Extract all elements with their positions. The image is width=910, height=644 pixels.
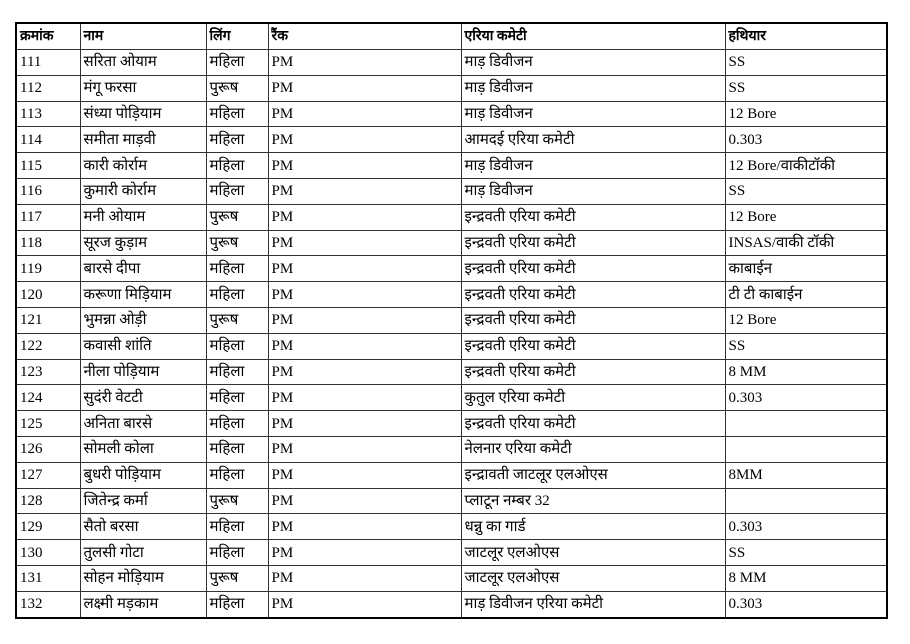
cell-gender: पुरूष [206, 204, 268, 230]
cell-serial-number: 129 [16, 514, 80, 540]
cell-area-committee: माड़ डिवीजन [461, 178, 725, 204]
cell-serial-number: 132 [16, 591, 80, 617]
cell-name: मंगू फरसा [80, 75, 206, 101]
cell-name: सरिता ओयाम [80, 50, 206, 76]
cell-name: लक्ष्मी मड़काम [80, 591, 206, 617]
cell-area-committee: इन्द्रवती एरिया कमेटी [461, 307, 725, 333]
cell-serial-number: 128 [16, 488, 80, 514]
cell-serial-number: 112 [16, 75, 80, 101]
cell-gender: महिला [206, 127, 268, 153]
cell-area-committee: माड़ डिवीजन [461, 75, 725, 101]
cell-area-committee: धन्नु का गार्ड [461, 514, 725, 540]
cell-serial-number: 127 [16, 462, 80, 488]
cell-name: अनिता बारसे [80, 411, 206, 437]
cell-serial-number: 120 [16, 282, 80, 308]
cell-serial-number: 121 [16, 307, 80, 333]
cell-name: सोमली कोला [80, 436, 206, 462]
column-header-area-committee: एरिया कमेटी [461, 23, 725, 50]
cell-serial-number: 122 [16, 333, 80, 359]
cell-rank: PM [268, 153, 461, 179]
cell-gender: महिला [206, 50, 268, 76]
cell-serial-number: 115 [16, 153, 80, 179]
cell-area-committee: आमदई एरिया कमेटी [461, 127, 725, 153]
table-row [16, 282, 887, 308]
cell-area-committee: माड़ डिवीजन [461, 101, 725, 127]
cell-weapon: 12 Bore/वाकीटॉकी [725, 153, 887, 179]
cell-name: करूणा मिड़ियाम [80, 282, 206, 308]
cell-gender: महिला [206, 178, 268, 204]
cell-serial-number: 130 [16, 540, 80, 566]
cell-area-committee: नेलनार एरिया कमेटी [461, 436, 725, 462]
table-row [16, 565, 887, 591]
cell-weapon: 8 MM [725, 565, 887, 591]
cell-rank: PM [268, 282, 461, 308]
cell-gender: महिला [206, 540, 268, 566]
cell-gender: महिला [206, 333, 268, 359]
table-row [16, 411, 887, 437]
cell-rank: PM [268, 204, 461, 230]
cell-area-committee: प्लाटून नम्बर 32 [461, 488, 725, 514]
cell-weapon: 12 Bore [725, 204, 887, 230]
cell-weapon [725, 488, 887, 514]
cell-weapon: SS [725, 50, 887, 76]
cell-gender: महिला [206, 462, 268, 488]
cell-gender: महिला [206, 385, 268, 411]
cell-gender: पुरूष [206, 565, 268, 591]
cell-rank: PM [268, 230, 461, 256]
cell-gender: महिला [206, 153, 268, 179]
cell-name: बुधरी पोड़ियाम [80, 462, 206, 488]
cell-area-committee: जाटलूर एलओएस [461, 565, 725, 591]
cell-name: सूरज कुड़ाम [80, 230, 206, 256]
cell-name: बारसे दीपा [80, 256, 206, 282]
cell-serial-number: 125 [16, 411, 80, 437]
cell-weapon: 12 Bore [725, 307, 887, 333]
cell-name: जितेन्द्र कर्मा [80, 488, 206, 514]
cell-serial-number: 113 [16, 101, 80, 127]
table-row [16, 359, 887, 385]
cell-area-committee: इन्द्रवती एरिया कमेटी [461, 204, 725, 230]
cell-name: मनी ओयाम [80, 204, 206, 230]
cell-weapon: SS [725, 333, 887, 359]
column-header-name: नाम [80, 23, 206, 50]
cell-name: कुमारी कोर्राम [80, 178, 206, 204]
cell-gender: महिला [206, 411, 268, 437]
cell-area-committee: जाटलूर एलओएस [461, 540, 725, 566]
cell-weapon: SS [725, 540, 887, 566]
table-row [16, 101, 887, 127]
table-row [16, 333, 887, 359]
table-row [16, 204, 887, 230]
cell-gender: महिला [206, 256, 268, 282]
cell-rank: PM [268, 178, 461, 204]
column-header-rank: रैंक [268, 23, 461, 50]
table-row [16, 540, 887, 566]
cell-serial-number: 114 [16, 127, 80, 153]
table-header-row [16, 23, 887, 50]
cell-name: कारी कोर्राम [80, 153, 206, 179]
cell-area-committee: इन्द्रवती एरिया कमेटी [461, 411, 725, 437]
column-header-gender: लिंग [206, 23, 268, 50]
cell-area-committee: माड़ डिवीजन [461, 153, 725, 179]
table-row [16, 488, 887, 514]
cell-rank: PM [268, 101, 461, 127]
table-row [16, 178, 887, 204]
cell-name: संध्या पोड़ियाम [80, 101, 206, 127]
cell-gender: महिला [206, 282, 268, 308]
cell-serial-number: 119 [16, 256, 80, 282]
cell-gender: महिला [206, 591, 268, 617]
table-row [16, 307, 887, 333]
cell-rank: PM [268, 307, 461, 333]
cell-rank: PM [268, 436, 461, 462]
table-row [16, 75, 887, 101]
cell-name: सोहन मोड़ियाम [80, 565, 206, 591]
cell-rank: PM [268, 75, 461, 101]
cell-name: सैतो बरसा [80, 514, 206, 540]
cell-weapon [725, 436, 887, 462]
cell-serial-number: 117 [16, 204, 80, 230]
cell-gender: पुरूष [206, 230, 268, 256]
cell-area-committee: इन्द्रवती एरिया कमेटी [461, 282, 725, 308]
cell-gender: महिला [206, 359, 268, 385]
cell-weapon: SS [725, 75, 887, 101]
cell-area-committee: इन्द्रवती एरिया कमेटी [461, 230, 725, 256]
cell-name: सुदंरी वेटटी [80, 385, 206, 411]
table-row [16, 50, 887, 76]
table-row [16, 514, 887, 540]
cell-gender: पुरूष [206, 307, 268, 333]
cell-rank: PM [268, 488, 461, 514]
cell-weapon: टी टी काबाईन [725, 282, 887, 308]
cell-weapon: 8 MM [725, 359, 887, 385]
cell-gender: महिला [206, 436, 268, 462]
cell-name: तुलसी गोटा [80, 540, 206, 566]
cell-gender: महिला [206, 514, 268, 540]
cell-area-committee: माड़ डिवीजन एरिया कमेटी [461, 591, 725, 617]
cell-rank: PM [268, 333, 461, 359]
table-row [16, 127, 887, 153]
cell-gender: पुरूष [206, 488, 268, 514]
cell-serial-number: 131 [16, 565, 80, 591]
cell-area-committee: इन्द्रवती एरिया कमेटी [461, 333, 725, 359]
cell-weapon: INSAS/वाकी टॉकी [725, 230, 887, 256]
table-row [16, 591, 887, 617]
cell-name: भुमन्ना ओड़ी [80, 307, 206, 333]
cell-rank: PM [268, 411, 461, 437]
cell-name: कवासी शांति [80, 333, 206, 359]
cell-rank: PM [268, 514, 461, 540]
cell-name: समीता माड़वी [80, 127, 206, 153]
table-row [16, 256, 887, 282]
cell-weapon: SS [725, 178, 887, 204]
cell-rank: PM [268, 359, 461, 385]
cell-weapon: 0.303 [725, 514, 887, 540]
cell-weapon: 8MM [725, 462, 887, 488]
cell-weapon: 0.303 [725, 385, 887, 411]
cell-rank: PM [268, 591, 461, 617]
cell-rank: PM [268, 540, 461, 566]
cell-area-committee: इन्द्रवती एरिया कमेटी [461, 359, 725, 385]
cell-rank: PM [268, 462, 461, 488]
table-row [16, 436, 887, 462]
cell-gender: पुरूष [206, 75, 268, 101]
table-row [16, 385, 887, 411]
cell-weapon: 0.303 [725, 591, 887, 617]
cell-rank: PM [268, 127, 461, 153]
table-row [16, 230, 887, 256]
cell-gender: महिला [206, 101, 268, 127]
cell-serial-number: 116 [16, 178, 80, 204]
cell-weapon: काबाईन [725, 256, 887, 282]
cell-serial-number: 124 [16, 385, 80, 411]
cell-area-committee: कुतुल एरिया कमेटी [461, 385, 725, 411]
cell-weapon [725, 411, 887, 437]
cell-area-committee: माड़ डिवीजन [461, 50, 725, 76]
cell-serial-number: 123 [16, 359, 80, 385]
cell-rank: PM [268, 565, 461, 591]
cell-serial-number: 118 [16, 230, 80, 256]
cell-rank: PM [268, 256, 461, 282]
cadre-table [15, 22, 888, 619]
cell-weapon: 12 Bore [725, 101, 887, 127]
column-header-weapon: हथियार [725, 23, 887, 50]
table-row [16, 153, 887, 179]
cell-serial-number: 126 [16, 436, 80, 462]
cell-area-committee: इन्द्रवती एरिया कमेटी [461, 256, 725, 282]
cell-weapon: 0.303 [725, 127, 887, 153]
cell-rank: PM [268, 50, 461, 76]
table-row [16, 462, 887, 488]
column-header-serial-number: क्रमांक [16, 23, 80, 50]
cell-rank: PM [268, 385, 461, 411]
cell-name: नीला पोड़ियाम [80, 359, 206, 385]
cell-serial-number: 111 [16, 50, 80, 76]
cell-area-committee: इन्द्रावती जाटलूर एलओएस [461, 462, 725, 488]
